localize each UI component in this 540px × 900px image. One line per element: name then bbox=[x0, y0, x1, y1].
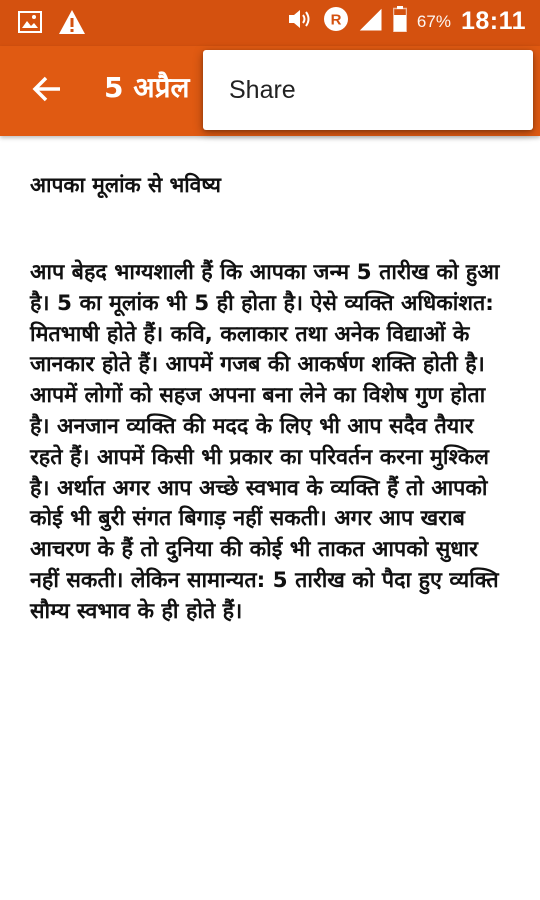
status-bar-system bbox=[287, 6, 526, 37]
image-icon bbox=[18, 11, 42, 37]
signal-icon bbox=[359, 7, 383, 36]
volume-icon bbox=[287, 7, 313, 36]
svg-text:R: R bbox=[330, 11, 342, 29]
article-content bbox=[30, 170, 510, 628]
roaming-icon bbox=[323, 6, 349, 37]
article-heading: आपका मूलांक से भविष्य bbox=[30, 173, 221, 197]
share-menu-item[interactable]: Share bbox=[229, 75, 296, 104]
battery-icon bbox=[393, 6, 407, 37]
back-arrow-icon bbox=[32, 76, 62, 106]
overflow-menu bbox=[203, 50, 533, 130]
page-title: 5 अप्रैल bbox=[104, 71, 190, 104]
battery-percentage: 67% bbox=[416, 11, 451, 31]
clock: 18:11 bbox=[460, 7, 526, 35]
article-paragraph: आप बेहद भाग्यशाली हैं कि आपका जन्म 5 तारीख को हुआ है। 5 का मूलांक भी 5 ही होता है। ऐसे व्यक्ति अधिकांशत: मितभाषी होते हैं। कवि, कलाकार तथा अनेक विद्याओं के जानकार होते हैं। आपमें गजब की आकर्षण शक्ति होती है। आपमें लोगों को सहज अपना बना लेने का विशेष गुण होता है। अनजान व्यक्ति की मदद के लिए भी आप सदैव तैयार रहते हैं। आपमें किसी भी प्रकार का परिवर्तन करना मुश्किल है। अर्थात अगर आप अच्छे स्वभाव के व्यक्ति हैं तो आपको कोई भी बुरी संगत बिगाड़ नहीं सकती। अगर आप खराब आचरण के हैं तो दुनिया की कोई भी ताकत आपको सुधार नहीं सकती। लेकिन सामान्यत: 5 तारीख को पैदा हुए व्यक्ति सौम्य स्वभाव के ही होते हैं। bbox=[30, 260, 500, 624]
warning-icon bbox=[58, 9, 86, 39]
status-bar-notifications bbox=[18, 9, 86, 39]
back-button[interactable] bbox=[22, 66, 72, 116]
status-bar bbox=[0, 0, 540, 46]
